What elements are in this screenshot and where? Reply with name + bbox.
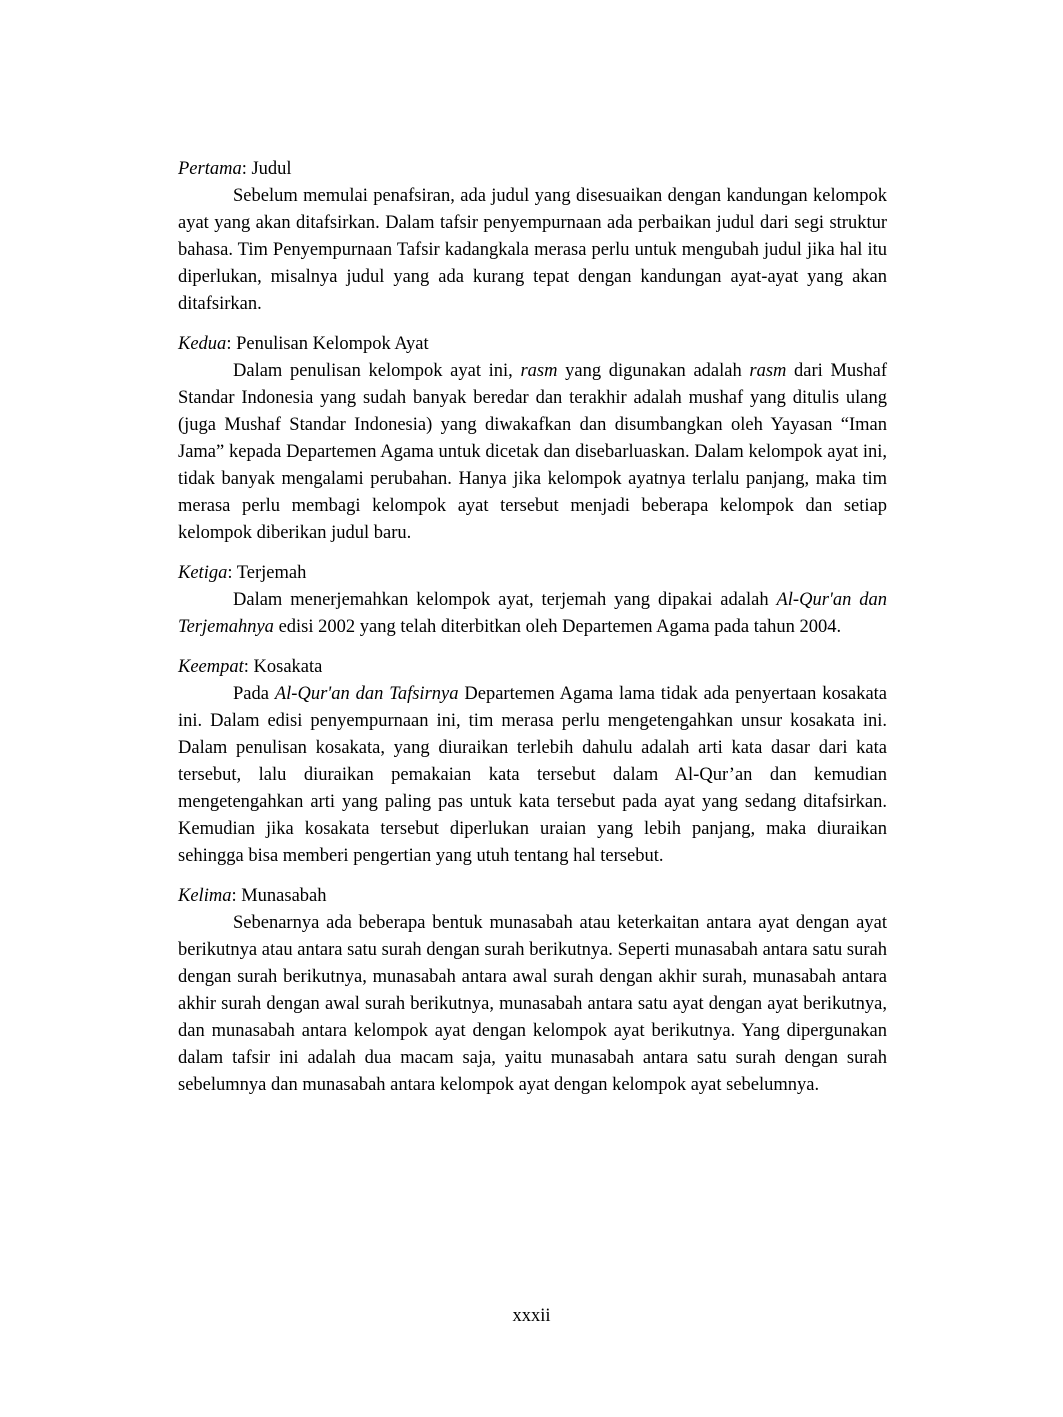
section-paragraph: Sebelum memulai penafsiran, ada judul yang disesuaikan dengan kandungan kelompok ayat yang akan ditafsirkan. Dalam tafsir penyempurnaan ada perbaikan judul dari segi struktur bahasa. Tim Penyempurnaan Tafsir kadangkala merasa perlu untuk mengubah judul jika hal itu diperlukan, misalnya judul yang ada kurang tepat dengan kandungan ayat-ayat yang akan ditafsirkan.	[178, 186, 887, 314]
section-heading-title: : Kosakata	[243, 657, 323, 677]
section-heading	[178, 654, 887, 681]
section-heading	[178, 883, 887, 910]
section-paragraph: Sebenarnya ada beberapa bentuk munasabah atau keterkaitan antara ayat dengan ayat berikutnya atau antara satu surah dengan surah berikutnya. Seperti munasabah antara satu surah dengan surah berikutnya, munasabah antara awal surah dengan akhir surah, munasabah antara akhir surah dengan awal surah berikutnya, munasabah antara satu ayat dengan ayat berikutnya, dan munasabah antara kelompok ayat dengan kelompok ayat berikutnya. Yang dipergunakan dalam tafsir ini adalah dua macam saja, yaitu munasabah antara satu surah dengan surah sebelumnya dan munasabah antara kelompok ayat dengan kelompok ayat sebelumnya.	[178, 913, 887, 1095]
section-heading-title: : Judul	[241, 159, 292, 179]
section-heading-term: Kelima	[178, 886, 232, 906]
section-heading	[178, 331, 887, 358]
section-heading	[178, 560, 887, 587]
page-content	[178, 156, 887, 1099]
section-keempat	[178, 654, 887, 870]
section-heading-title: : Munasabah	[231, 886, 327, 906]
section-pertama	[178, 156, 887, 318]
section-heading-term: Keempat	[178, 657, 244, 677]
section-paragraph: Dalam menerjemahkan kelompok ayat, terjemah yang dipakai adalah Al-Qur'an dan Terjemahnya edisi 2002 yang telah diterbitkan oleh Departemen Agama pada tahun 2004.	[178, 590, 888, 637]
section-heading-term: Kedua	[178, 334, 227, 354]
section-heading-term: Ketiga	[178, 563, 228, 583]
section-ketiga	[178, 560, 887, 641]
section-heading-title: : Penulisan Kelompok Ayat	[226, 334, 429, 354]
section-heading	[178, 156, 887, 183]
section-kedua	[178, 331, 887, 547]
page-number: xxxii	[512, 1306, 551, 1326]
section-heading-term: Pertama	[178, 159, 242, 179]
section-paragraph: Dalam penulisan kelompok ayat ini, rasm yang digunakan adalah rasm dari Mushaf Standar Indonesia yang sudah banyak beredar dan terakhir adalah mushaf yang ditulis ulang (juga Mushaf Standar Indonesia) yang diwakafkan dan disumbangkan oleh Yayasan “Iman Jama” kepada Departemen Agama untuk dicetak dan disebarluaskan. Dalam kelompok ayat ini, tidak banyak mengalami perubahan. Hanya jika kelompok ayatnya terlalu panjang, maka tim merasa perlu membagi kelompok ayat tersebut menjadi beberapa kelompok dan setiap kelompok diberikan judul baru.	[178, 361, 887, 543]
section-kelima	[178, 883, 887, 1099]
section-heading-title: : Terjemah	[227, 563, 307, 583]
section-paragraph: Pada Al-Qur'an dan Tafsirnya Departemen Agama lama tidak ada penyertaan kosakata ini. Dalam edisi penyempurnaan ini, tim merasa perlu mengetengahkan unsur kosakata ini. Dalam penulisan kosakata, yang diuraikan terlebih dahulu adalah arti kata dasar dari kata tersebut, lalu diuraikan pemakaian kata tersebut dalam Al-Qur’an dan kemudian mengetengahkan arti yang paling pas untuk kata tersebut pada ayat yang sedang ditafsirkan. Kemudian jika kosakata tersebut diperlukan uraian yang lebih panjang, maka diuraikan sehingga bisa memberi pengertian yang utuh tentang hal tersebut.	[178, 684, 888, 866]
